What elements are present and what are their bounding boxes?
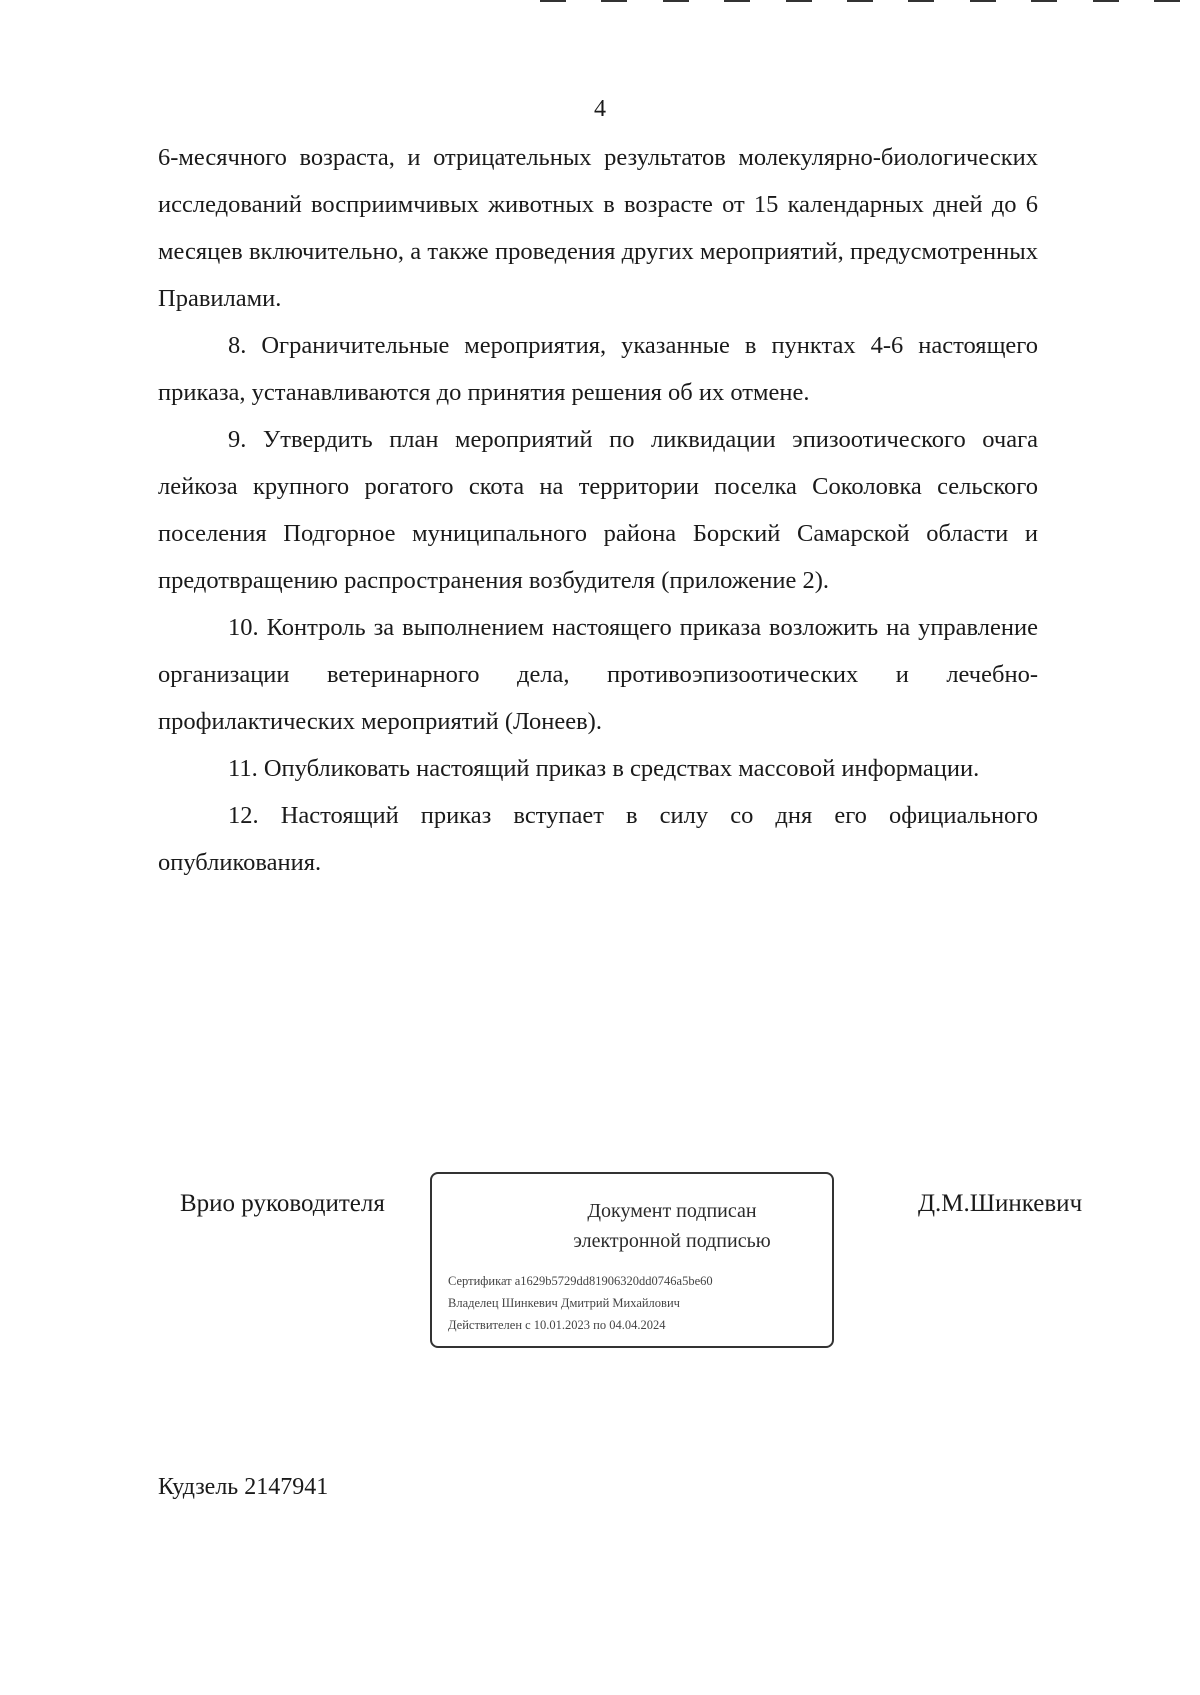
paragraph-continuation: 6-месячного возраста, и отрицательных результатов молекулярно-биологических исследований восприимчивых животных в возрасте от 15 календарных дней до 6 месяцев включительно, а также проведения других мероприятий, предусмотренных Правилами.: [158, 144, 1038, 312]
stamp-heading-line-2: электронной подписью: [573, 1230, 771, 1252]
signer-name: Д.М.Шинкевич: [918, 1190, 1083, 1217]
stamp-heading-line-1: Документ подписан: [587, 1200, 757, 1222]
executor-note: Кудзель 2147941: [158, 1474, 329, 1500]
paragraph-item-8: 8. Ограничительные мероприятия, указанные в пунктах 4-6 настоящего приказа, устанавливаются до принятия решения об их отмене.: [158, 332, 1038, 406]
paragraph-item-10: 10. Контроль за выполнением настоящего приказа возложить на управление организации ветеринарного дела, противоэпизоотических и лечебно-профилактических мероприятий (Лонеев).: [158, 614, 1038, 735]
electronic-signature-stamp: [430, 1172, 834, 1348]
stamp-validity: Действителен с 10.01.2023 по 04.04.2024: [448, 1318, 666, 1332]
stamp-certificate: Сертификат a1629b5729dd81906320dd0746a5be60: [448, 1274, 713, 1288]
paragraph-item-9: 9. Утвердить план мероприятий по ликвидации эпизоотического очага лейкоза крупного рогатого скота на территории поселка Соколовка сельского поселения Подгорное муниципального района Борский Самарской области и предотвращению распространения возбудителя (приложение 2).: [158, 426, 1038, 594]
signer-title: Врио руководителя: [180, 1190, 385, 1217]
stamp-heading: [552, 1196, 792, 1256]
scan-edge-marks: [540, 0, 1180, 6]
paragraph-item-11: 11. Опубликовать настоящий приказ в средствах массовой информации.: [228, 755, 980, 782]
stamp-owner: Владелец Шинкевич Дмитрий Михайлович: [448, 1296, 680, 1310]
document-body: [158, 134, 1038, 886]
page-number: 4: [594, 96, 606, 122]
stamp-details: [448, 1270, 824, 1336]
paragraph-item-12: 12. Настоящий приказ вступает в силу со дня его официального опубликования.: [158, 802, 1038, 876]
